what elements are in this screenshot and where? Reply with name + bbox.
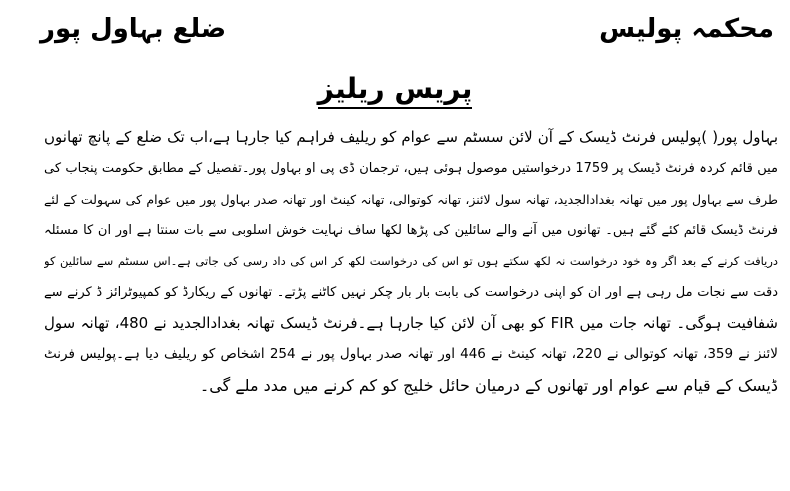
body-line: ڈیسک کے قیام سے عوام اور تھانوں کے درمیان حائل خلیج کو کم کرنے میں مدد ملے گی۔ (199, 376, 778, 395)
body-line: دقت سے نجات مل رہی ہے اور ان کو اپنی درخواست کی بابت بار بار چکر نہیں کاٹنے پڑتے۔ تھانوں کے ریکارڈ کو کمپیوٹرائز ڈ کرنے سے (44, 285, 778, 300)
body-line: طرف سے بہاول پور میں تھانہ بغدادالجدید، تھانہ سول لائنز، تھانہ کوتوالی، تھانہ کینٹ اور تھانہ صدر بہاول پور میں عوام کی سہولت کے لئے (44, 192, 778, 207)
document-title-wrapper (0, 72, 790, 109)
district-heading: ضلع بہاول پور (40, 14, 227, 44)
department-heading: محکمہ پولیس (599, 14, 774, 44)
body-line: بہاول پور( )پولیس فرنٹ ڈیسک کے آن لائن سسٹم سے عوام کو ریلیف فراہم کیا جارہا ہے،اب تک ضلع کے پانچ تھانوں (44, 128, 778, 146)
body-line: فرنٹ ڈیسک قائم کئے گئے ہیں۔ تھانوں میں آنے والے سائلین کی پڑھا لکھا ساف نہایت خوش اسلوبی سے بات سنتا ہے اور ان کا مسئلہ (44, 223, 778, 238)
body-line: دریافت کرنے کے بعد اگر وہ خود درخواست نہ لکھ سکتے ہوں تو اس کی درخواست لکھ کر اس کی داد رسی کی جاتی ہے۔اس سسٹم سے سائلین کو (44, 254, 778, 268)
press-release-body (44, 122, 778, 401)
body-line: لائنز نے 359، تھانہ کوتوالی نے 220، تھانہ کینٹ نے 446 اور تھانہ صدر بہاول پور نے 254 اشخاص کو ریلیف دیا ہے۔پولیس فرنٹ (44, 346, 778, 362)
body-line: شفافیت ہوگی۔ تھانہ جات میں FIR کو بھی آن لائن کیا جارہا ہے۔فرنٹ ڈیسک تھانہ بغدادالجدید نے 480، تھانہ سول (44, 314, 778, 332)
document-title: پریس ریلیز (318, 72, 473, 109)
body-line: میں قائم کردہ فرنٹ ڈیسک پر 1759 درخواستیں موصول ہوئی ہیں، ترجمان ڈی پی او بہاول پور۔تفصیل کے مطابق حکومت پنجاب کی (44, 161, 778, 176)
